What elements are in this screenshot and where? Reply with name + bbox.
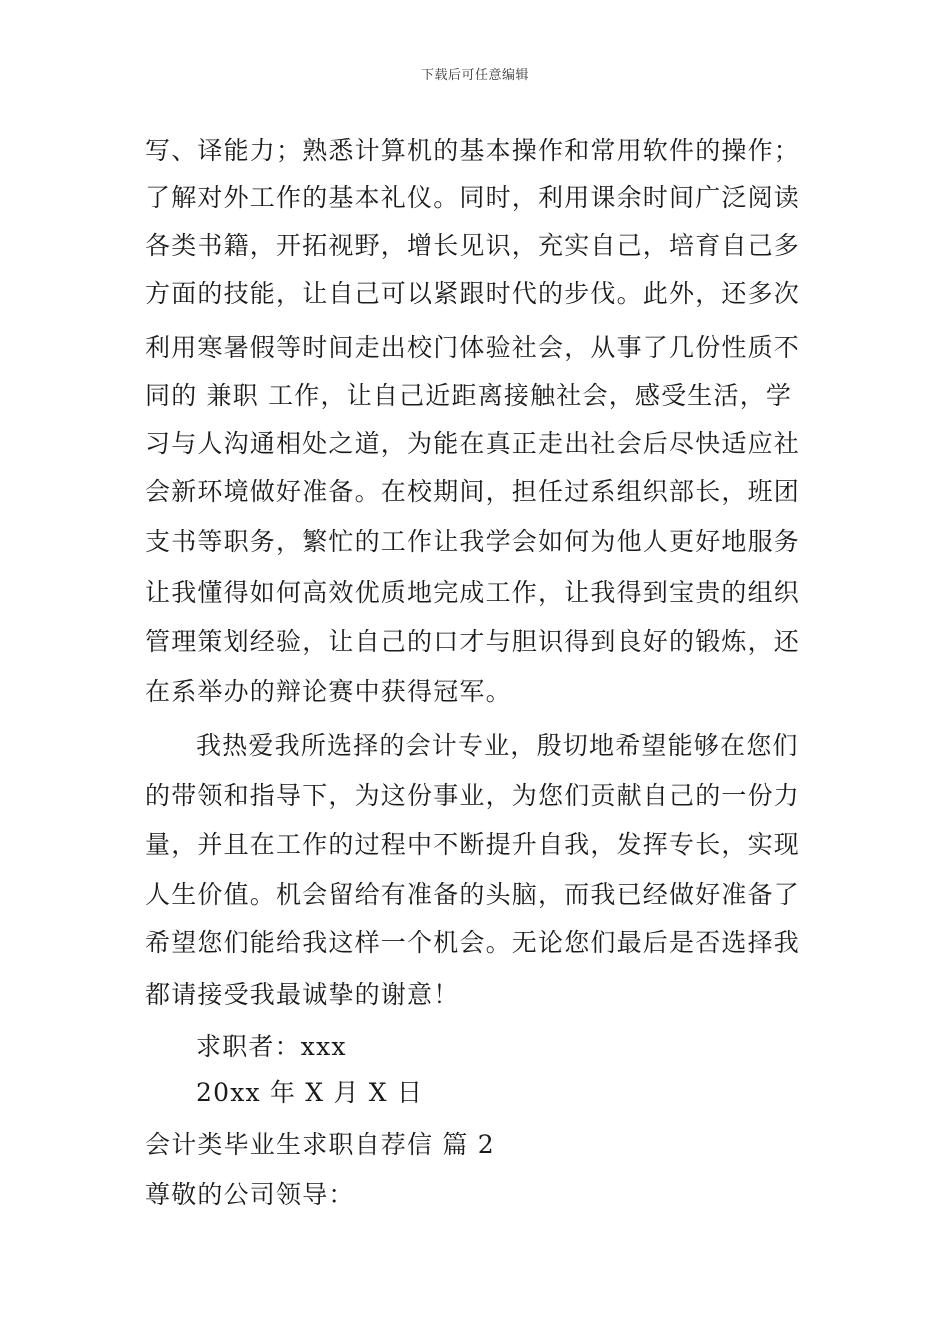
paragraph-line: 会新环境做好准备。在校期间，担任过系组织部长，班团 — [145, 477, 801, 506]
salutation: 尊敬的公司领导： — [145, 1180, 355, 1209]
paragraph-line: 让我懂得如何高效优质地完成工作，让我得到宝贵的组织 — [145, 578, 801, 607]
paragraph-line: 利用寒暑假等时间走出校门体验社会，从事了几份性质不 — [145, 333, 801, 362]
paragraph-line: 了解对外工作的基本礼仪。同时，利用课余时间广泛阅读 — [145, 183, 801, 212]
paragraph-line: 各类书籍，开拓视野，增长见识，充实自己，培育自己多 — [145, 231, 801, 260]
paragraph-line: 方面的技能，让自己可以紧跟时代的步伐。此外，还多次 — [145, 279, 801, 308]
paragraph-line: 都请接受我最诚挚的谢意！ — [145, 980, 460, 1009]
paragraph-line: 希望您们能给我这样一个机会。无论您们最后是否选择我 — [145, 928, 801, 957]
paragraph-line: 习与人沟通相处之道，为能在真正走出社会后尽快适应社 — [145, 429, 801, 458]
paragraph-line: 写、译能力；熟悉计算机的基本操作和常用软件的操作； — [145, 136, 801, 165]
paragraph-line: 管理策划经验，让自己的口才与胆识得到良好的锻炼，还 — [145, 627, 801, 656]
section-title: 会计类毕业生求职自荐信 篇 2 — [145, 1130, 495, 1159]
paragraph-line: 支书等职务，繁忙的工作让我学会如何为他人更好地服务 — [145, 527, 801, 556]
paragraph-line: 的带领和指导下，为这份事业，为您们贡献自己的一份力 — [145, 781, 801, 810]
paragraph-line: 量，并且在工作的过程中不断提升自我，发挥专长，实现 — [145, 830, 801, 859]
page-header-note: 下载后可任意编辑 — [420, 68, 529, 83]
paragraph-line: 同的 兼职 工作，让自己近距离接触社会，感受生活，学 — [145, 381, 793, 410]
paragraph-line: 我热爱我所选择的会计专业，殷切地希望能够在您们 — [196, 731, 799, 760]
date: 20xx 年 X 月 X 日 — [196, 1078, 424, 1107]
paragraph-line: 人生价值。机会留给有准备的头脑，而我已经做好准备了 — [145, 880, 801, 909]
signature: 求职者：xxx — [196, 1032, 347, 1061]
paragraph-line: 在系举办的辩论赛中获得冠军。 — [145, 677, 512, 706]
